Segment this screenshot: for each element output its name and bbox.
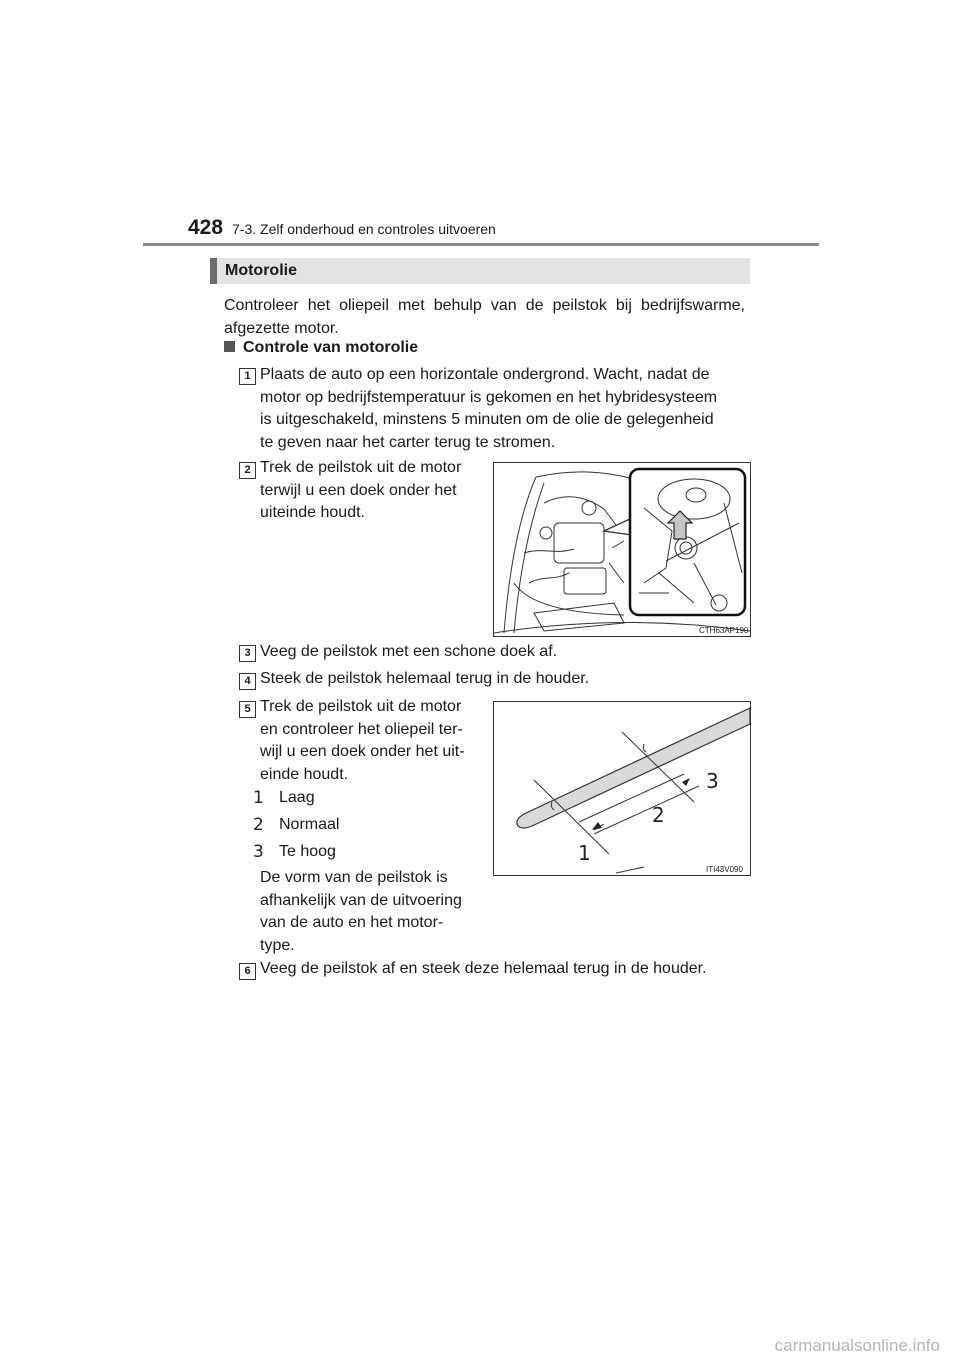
- engine-bay-illustration: [493, 462, 751, 637]
- level-label-high: Te hoog: [279, 843, 336, 860]
- dipstick-illustration: [493, 701, 751, 876]
- level-label-low: Laag: [279, 789, 315, 806]
- page-number: 428: [188, 216, 224, 239]
- callout-1: 1: [578, 841, 591, 865]
- figure-code: CTH63AP190: [699, 626, 749, 635]
- step-5-text: Trek de peilstok uit de motor en controleer het oliepeil ter- wijl u een doek onder het uit- einde houdt.: [260, 698, 465, 783]
- dipstick-blade: [517, 708, 750, 828]
- subsection-heading: [224, 339, 418, 357]
- level-number-1: 1: [253, 788, 264, 808]
- level-label-normal: Normaal: [279, 816, 340, 833]
- subsection-title: Controle van motorolie: [243, 339, 419, 356]
- header-divider: [143, 243, 819, 246]
- watermark-text: carmanualsonline.info: [774, 1336, 940, 1355]
- step-number-badge: 6: [239, 963, 256, 980]
- step-2-text: Trek de peilstok uit de motor terwijl u een doek onder het uiteinde houdt.: [260, 459, 462, 521]
- step-1-text: Plaats de auto op een horizontale ondergrond. Wacht, nadat de motor op bedrijfstemperatuur is gekomen en het hybridesysteem is uitgeschakeld, minstens 5 minuten om de olie de gelegenheid te geven naar het carter terug te stromen.: [260, 366, 718, 451]
- dipstick-note: De vorm van de peilstok is afhankelijk van de uitvoering van de auto en het motor- type.: [260, 869, 462, 954]
- section-banner-accent: [210, 258, 217, 284]
- square-bullet-icon: [224, 341, 235, 352]
- step-3-text: Veeg de peilstok met een schone doek af.: [260, 643, 558, 660]
- section-banner: [210, 258, 750, 284]
- footer: [0, 1330, 960, 1358]
- engine-bay-drawing: [494, 463, 750, 636]
- level-number-2: 2: [253, 815, 264, 835]
- step-number-badge: 4: [239, 673, 256, 690]
- chapter-title: 7-3. Zelf onderhoud en controles uitvoeren: [232, 221, 496, 237]
- section-title: Motorolie: [225, 262, 297, 279]
- step-4-text: Steek de peilstok helemaal terug in de houder.: [260, 670, 590, 687]
- callout-2: 2: [652, 803, 665, 827]
- step-number-badge: 5: [239, 701, 256, 718]
- level-number-3: 3: [253, 842, 264, 862]
- step-number-badge: 1: [239, 368, 256, 385]
- step-number-badge: 3: [239, 645, 256, 662]
- figure-code: ITI43V090: [706, 865, 743, 874]
- dipstick-drawing: [494, 702, 750, 875]
- step-6-text: Veeg de peilstok af en steek deze helemaal terug in de houder.: [260, 960, 707, 977]
- callout-3: 3: [706, 769, 719, 793]
- step-number-badge: 2: [239, 462, 256, 479]
- intro-text: Controleer het oliepeil met behulp van de peilstok bij bedrijfswarme, afgezette motor.: [224, 297, 745, 337]
